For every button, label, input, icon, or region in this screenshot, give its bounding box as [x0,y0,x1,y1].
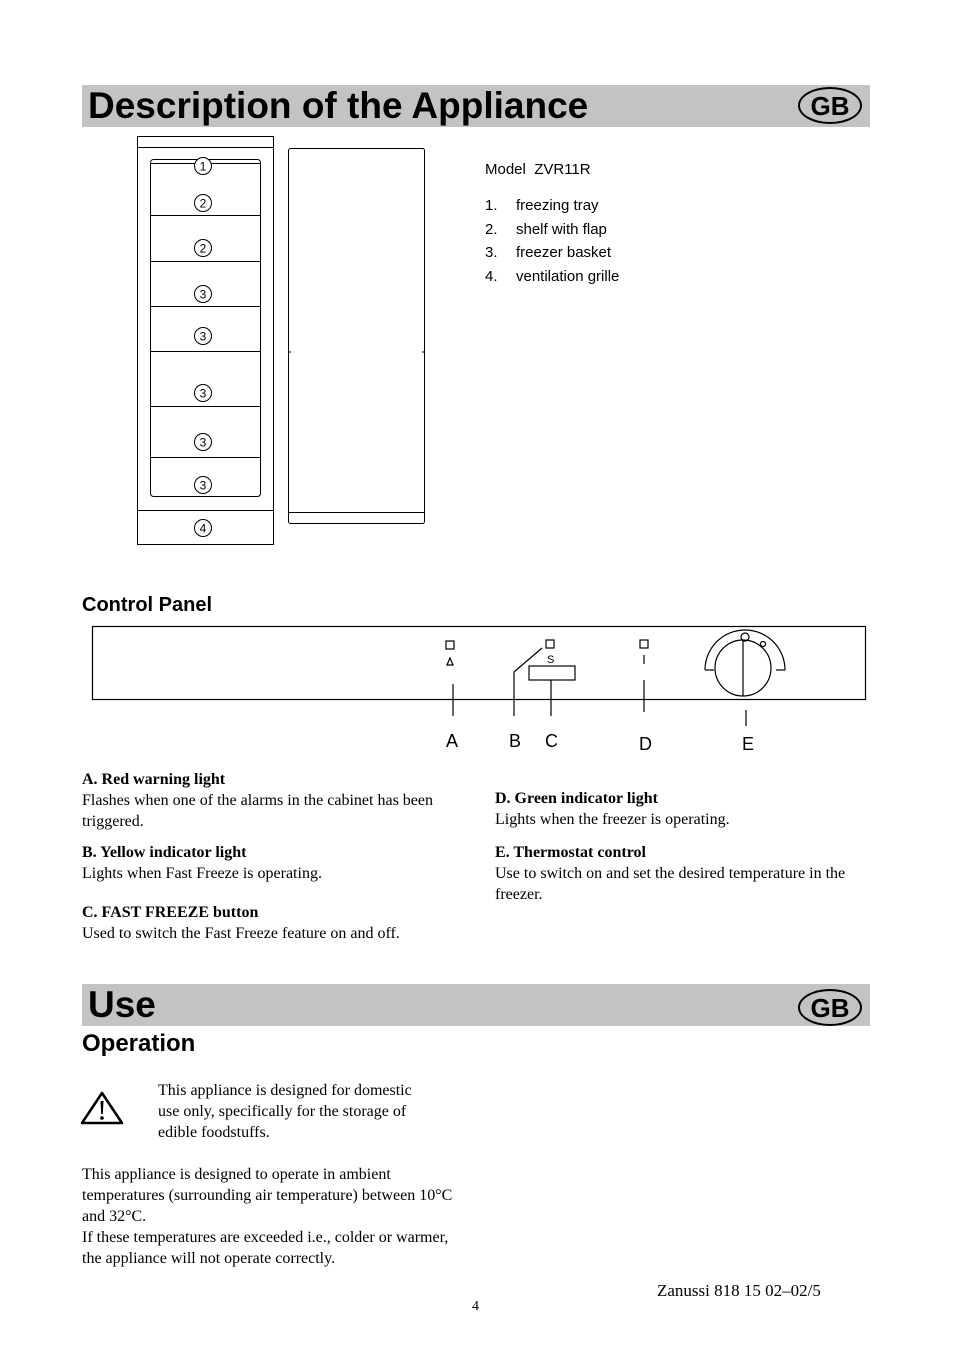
callout-text: 3 [199,435,207,450]
gb-badge: GB [798,87,862,124]
model-label: Model ZVR11R [485,161,591,178]
label-a: A [446,731,459,751]
appliance-diagram [130,130,440,555]
list-item: 3. freezer basket [485,244,612,261]
label-d: D [639,734,652,754]
description-d: D. Green indicator light Lights when the freezer is operating. [495,790,730,828]
callout-text: 4 [199,521,207,536]
section-header-description [82,85,870,127]
operation-paragraph: This appliance is designed to operate in ambient temperatures (surrounding air temperature) between 10°C and 32°C. [82,1166,453,1225]
label-b: B [509,731,522,751]
list-item: 4. ventilation grille [485,267,620,285]
callout-text: 1 [199,159,207,174]
operation-paragraph: If these temperatures are exceeded i.e., colder or warmer, the appliance will not operate correctly. [82,1229,449,1267]
section-title: Description of the Appliance [88,85,589,126]
page-number: 4 [472,1299,479,1314]
callout-text: 2 [199,196,207,211]
callout-text: 3 [199,287,207,302]
callout-text: 3 [199,478,207,493]
callout-text: 3 [199,386,207,401]
control-panel-diagram [88,622,872,758]
gb-badge: GB [798,989,862,1026]
parts-list [485,196,619,290]
button-glyph: S [547,654,555,666]
document-reference: Zanussi 818 15 02–02/5 [657,1281,821,1300]
description-c: C. FAST FREEZE button Used to switch the Fast Freeze feature on and off. [82,904,400,942]
list-item: 2. shelf with flap [485,220,607,238]
label-c: C [545,731,558,751]
fast-freeze-button [529,666,575,680]
section-title: Use [88,984,156,1025]
description-b: B. Yellow indicator light Lights when Fast Freeze is operating. [82,844,322,882]
description-a: A. Red warning light Flashes when one of the alarms in the cabinet has been triggered. [82,771,433,830]
callout-text: 3 [199,329,207,344]
operation-title: Operation [82,1030,196,1057]
warning-icon [80,1090,126,1126]
callout-text: 2 [199,241,207,256]
control-panel-title: Control Panel [82,594,213,616]
yellow-indicator-light [546,640,554,648]
section-header-use [82,984,870,1026]
description-e: E. Thermostat control Use to switch on and set the desired temperature in the freezer. [495,844,846,903]
list-item: 1. freezing tray [485,197,599,214]
warning-text: This appliance is designed for domestic use only, specifically for the storage of edible foodstuffs. [158,1082,412,1141]
red-warning-light [446,641,454,649]
green-indicator-light [640,640,648,648]
label-e: E [742,734,755,754]
